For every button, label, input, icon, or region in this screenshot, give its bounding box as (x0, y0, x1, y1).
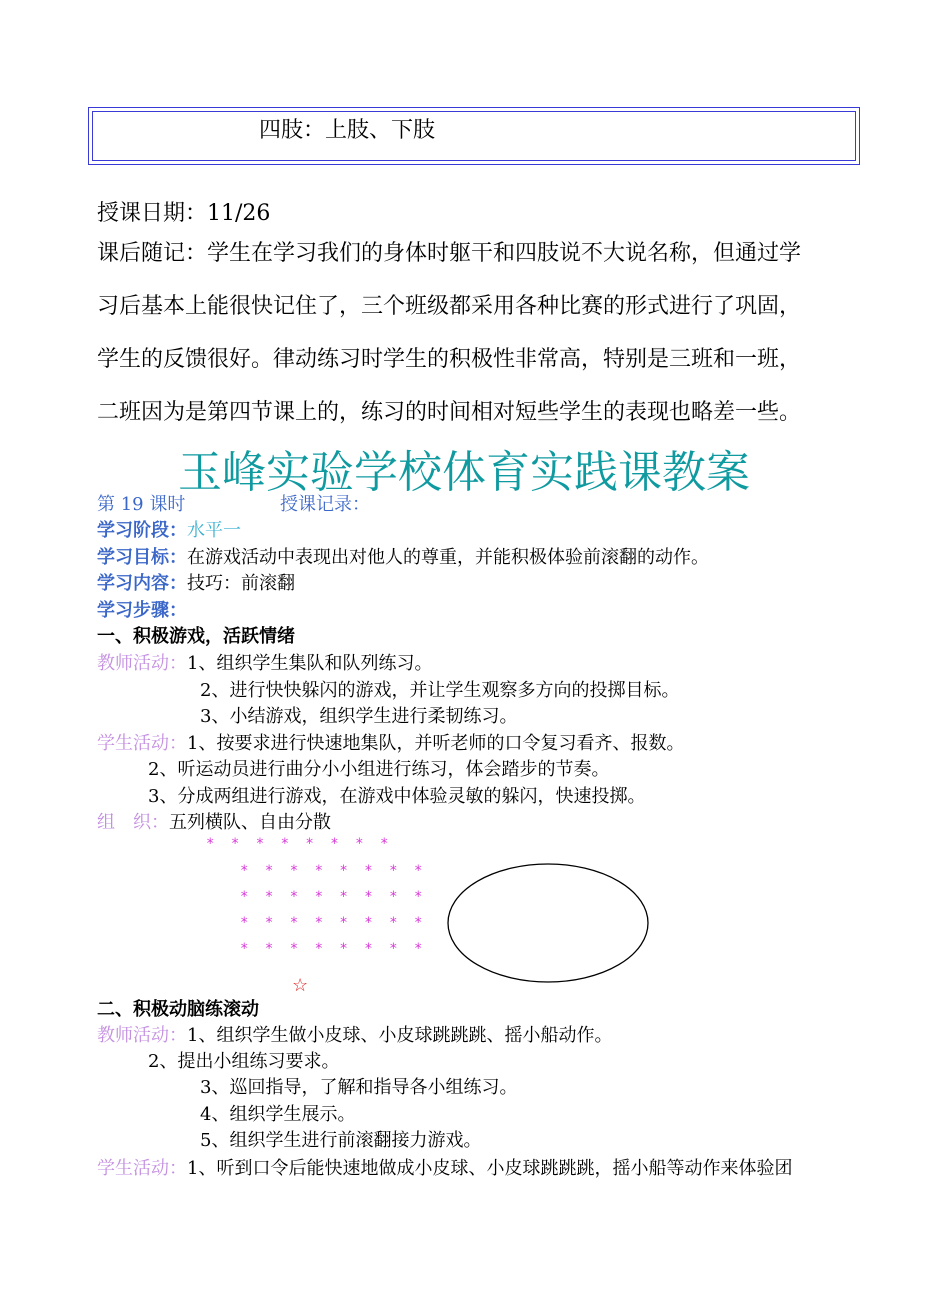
teacher-activity-item: 3、巡回指导，了解和指导各小组练习。 (200, 1077, 518, 1098)
lesson-number: 第 19 课时 (97, 494, 186, 515)
lesson-date (97, 196, 270, 227)
top-text-box (88, 107, 860, 165)
student-activity-item: 3、分成两组进行游戏，在游戏中体验灵敏的躲闪，快速投掷。 (148, 786, 646, 807)
goal-value: 在游戏活动中表现出对他人的尊重，并能积极体验前滚翻的动作。 (187, 547, 709, 568)
organization-value: 五列横队、自由分散 (169, 812, 331, 833)
teacher-activity-item: 5、组织学生进行前滚翻接力游戏。 (200, 1130, 482, 1151)
part1-heading: 一、积极游戏，活跃情绪 (97, 626, 295, 647)
formation-star-row: * * * * * * * * (206, 836, 393, 852)
teacher-activity-item: 2、进行快快躲闪的游戏，并让学生观察多方向的投掷目标。 (200, 680, 680, 701)
teacher-activity-label: 教师活动： (97, 653, 187, 674)
content-label: 学习内容： (97, 573, 187, 594)
stage-label: 学习阶段： (97, 520, 187, 541)
part1-teacher-row (97, 649, 432, 675)
notes-line: 习后基本上能很快记住了，三个班级都采用各种比赛的形式进行了巩固， (97, 294, 802, 319)
teacher-activity-item: 1、组织学生做小皮球、小皮球跳跳跳、摇小船动作。 (187, 1025, 613, 1046)
notes-line: 课后随记：学生在学习我们的身体时躯干和四肢说不大说名称，但通过学 (97, 241, 802, 266)
content-value: 技巧：前滚翻 (187, 573, 295, 594)
part1-student-row (97, 729, 684, 755)
steps-label: 学习步骤： (97, 600, 187, 621)
goal-row (97, 543, 709, 569)
limbs-text: 四肢：上肢、下肢 (259, 118, 436, 143)
top-text-box-inner-border (92, 111, 856, 161)
teacher-position-star-icon: ☆ (292, 975, 309, 996)
student-activity-label: 学生活动： (97, 733, 187, 754)
date-label: 授课日期： (97, 201, 208, 226)
student-activity-item: 1、按要求进行快速地集队，并听老师的口令复习看齐、报数。 (187, 733, 685, 754)
page-title: 玉峰实验学校体育实践课教案 (178, 447, 750, 498)
goal-label: 学习目标： (97, 547, 187, 568)
organization-row (97, 808, 331, 834)
teacher-activity-item: 1、组织学生集队和队列练习。 (187, 653, 433, 674)
formation-star-row: * * * * * * * * (240, 915, 427, 931)
student-activity-label: 学生活动： (97, 1158, 187, 1179)
teacher-activity-item: 4、组织学生展示。 (200, 1104, 356, 1125)
part2-heading: 二、积极动脑练滚动 (97, 999, 259, 1020)
stage-row (97, 516, 241, 542)
content-row (97, 569, 295, 595)
part2-teacher-row (97, 1021, 612, 1047)
student-activity-item: 2、听运动员进行曲分小小组进行练习，体会踏步的节奏。 (148, 759, 610, 780)
free-dispersal-circle (446, 862, 650, 984)
formation-star-row: * * * * * * * * (240, 941, 427, 957)
record-label: 授课记录： (280, 494, 370, 515)
teacher-activity-item: 3、小结游戏，组织学生进行柔韧练习。 (200, 706, 518, 727)
notes-line: 学生的反馈很好。律动练习时学生的积极性非常高，特别是三班和一班， (97, 347, 802, 372)
date-value: 11/26 (207, 201, 271, 226)
formation-star-row: * * * * * * * * (240, 889, 427, 905)
part2-student-row (97, 1154, 792, 1180)
teacher-activity-label: 教师活动： (97, 1025, 187, 1046)
notes-line: 二班因为是第四节课上的，练习的时间相对短些学生的表现也略差一些。 (97, 400, 802, 425)
organization-label: 组 织： (97, 812, 169, 833)
student-activity-item: 1、听到口令后能快速地做成小皮球、小皮球跳跳跳，摇小船等动作来体验团 (187, 1158, 793, 1179)
stage-value: 水平一 (187, 520, 241, 541)
formation-star-row: * * * * * * * * (240, 863, 427, 879)
teacher-activity-item: 2、提出小组练习要求。 (148, 1051, 340, 1072)
